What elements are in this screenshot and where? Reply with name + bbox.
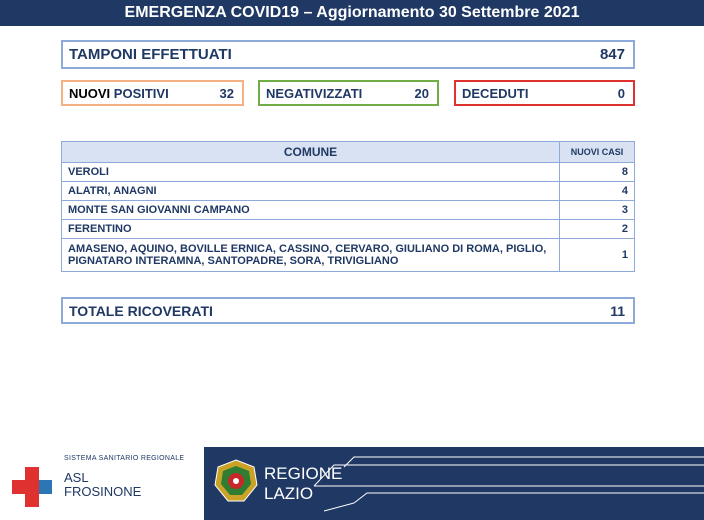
table-row [62, 201, 635, 220]
totale-ricoverati-label: TOTALE RICOVERATI [69, 303, 213, 319]
table-row [62, 239, 635, 272]
regione-crest-icon [214, 459, 258, 503]
casi-cell: 2 [560, 220, 635, 239]
asl-line2: FROSINONE [64, 484, 142, 499]
nuovi-label-em: NUOVI [69, 86, 111, 101]
page-title: EMERGENZA COVID19 – Aggiornamento 30 Settembre 2021 [0, 0, 704, 26]
deceduti-label: DECEDUTI [462, 86, 529, 101]
negativizzati-box [258, 80, 439, 106]
totale-ricoverati-value: 11 [610, 303, 625, 319]
header-comune: COMUNE [62, 142, 560, 163]
nuovi-positivi-label [69, 82, 169, 105]
tamponi-value: 847 [599, 46, 625, 63]
comune-cell: VEROLI [62, 163, 560, 182]
asl-subtitle: SISTEMA SANITARIO REGIONALE [64, 455, 185, 462]
casi-cell: 1 [560, 239, 635, 272]
table-row [62, 220, 635, 239]
table-row [62, 163, 635, 182]
comune-cell: MONTE SAN GIOVANNI CAMPANO [62, 201, 560, 220]
regione-line1: REGIONE [264, 464, 343, 483]
casi-cell: 4 [560, 182, 635, 201]
casi-cell: 8 [560, 163, 635, 182]
casi-cell: 3 [560, 201, 635, 220]
table-row [62, 182, 635, 201]
nuovi-positivi-value: 32 [219, 86, 234, 101]
comune-cell: FERENTINO [62, 220, 560, 239]
comuni-table [61, 141, 635, 272]
negativizzati-value: 20 [414, 86, 429, 101]
regione-lazio-banner [204, 447, 704, 520]
tamponi-label: TAMPONI EFFETTUATI [69, 46, 232, 63]
comune-cell: ALATRI, ANAGNI [62, 182, 560, 201]
negativizzati-label: NEGATIVIZZATI [266, 86, 363, 101]
asl-cross-icon [10, 465, 54, 509]
regione-line2: LAZIO [264, 484, 314, 503]
header-nuovi-casi: NUOVI CASI [560, 142, 635, 163]
deceduti-value: 0 [617, 86, 625, 101]
deceduti-box [454, 80, 635, 106]
tamponi-box [61, 40, 635, 69]
nuovi-label-rest: POSITIVI [110, 86, 169, 101]
asl-name [64, 471, 141, 499]
nuovi-positivi-box [61, 80, 244, 106]
totale-ricoverati-box [61, 297, 635, 324]
comune-cell: AMASENO, AQUINO, BOVILLE ERNICA, CASSINO, CERVARO, GIULIANO DI ROMA, PIGLIO, PIGNATARO INTERAMNA, SANTOPADRE, SORA, TRIVIGLIANO [62, 239, 560, 272]
asl-line1: ASL [64, 470, 89, 485]
